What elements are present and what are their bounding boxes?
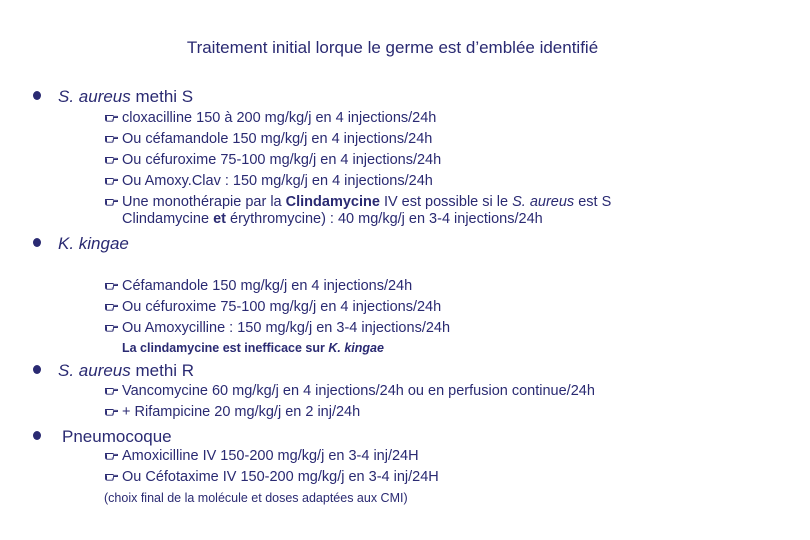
- pointing-hand-icon: [105, 386, 118, 395]
- list-item: Ou Céfotaxime IV 150-200 mg/kg/j en 3-4 inj/24H: [105, 469, 439, 485]
- pointing-hand-icon: [105, 407, 118, 416]
- pointing-hand-icon: [105, 155, 118, 164]
- section-heading-rest: Pneumocoque: [62, 427, 172, 446]
- list-item-monotherapy: Une monothérapie par la Clindamycine IV est possible si le S. aureus est S: [105, 194, 611, 210]
- pointing-hand-icon: [105, 302, 118, 311]
- section-heading-italic: S. aureus: [58, 87, 131, 106]
- section-heading-italic: S. aureus: [58, 361, 131, 380]
- list-item: Ou céfuroxime 75-100 mg/kg/j en 4 injections/24h: [105, 299, 441, 315]
- pointing-hand-icon: [105, 197, 118, 206]
- section-heading-rest: methi S: [130, 87, 194, 106]
- list-item: Ou céfuroxime 75-100 mg/kg/j en 4 injections/24h: [105, 152, 441, 168]
- section-heading-rest: methi R: [130, 361, 195, 380]
- pointing-hand-icon: [105, 451, 118, 460]
- section-pneumocoque: [62, 427, 172, 447]
- round-bullet-icon: [33, 238, 41, 247]
- list-item: Céfamandole 150 mg/kg/j en 4 injections/24h: [105, 278, 412, 294]
- section-k-kingae: [58, 234, 129, 254]
- page-title: Traitement initial lorque le germe est d’emblée identifié: [186, 38, 599, 57]
- list-item: + Rifampicine 20 mg/kg/j en 2 inj/24h: [105, 404, 360, 420]
- pointing-hand-icon: [105, 281, 118, 290]
- pointing-hand-icon: [105, 323, 118, 332]
- list-item-continuation: Clindamycine et érythromycine) : 40 mg/kg/j en 3-4 injections/24h: [122, 211, 543, 227]
- section-heading-italic: K. kingae: [58, 234, 129, 253]
- list-item: Amoxicilline IV 150-200 mg/kg/j en 3-4 inj/24H: [105, 448, 419, 464]
- round-bullet-icon: [33, 431, 41, 440]
- round-bullet-icon: [33, 365, 41, 374]
- pointing-hand-icon: [105, 134, 118, 143]
- section-s-aureus-methi-r: [58, 361, 194, 381]
- pointing-hand-icon: [105, 472, 118, 481]
- round-bullet-icon: [33, 91, 41, 100]
- pointing-hand-icon: [105, 176, 118, 185]
- footnote: (choix final de la molécule et doses adaptées aux CMI): [104, 491, 408, 505]
- list-item: Vancomycine 60 mg/kg/j en 4 injections/24h ou en perfusion continue/24h: [105, 383, 595, 399]
- list-item: Ou Amoxycilline : 150 mg/kg/j en 3-4 injections/24h: [105, 320, 450, 336]
- section-s-aureus-methi-s: [58, 87, 193, 107]
- pointing-hand-icon: [105, 113, 118, 122]
- list-item: Ou Amoxy.Clav : 150 mg/kg/j en 4 injections/24h: [105, 173, 433, 189]
- note-clindamycine: La clindamycine est inefficace sur K. kingae: [122, 341, 384, 355]
- list-item: Ou céfamandole 150 mg/kg/j en 4 injections/24h: [105, 131, 432, 147]
- list-item: cloxacilline 150 à 200 mg/kg/j en 4 injections/24h: [105, 110, 436, 126]
